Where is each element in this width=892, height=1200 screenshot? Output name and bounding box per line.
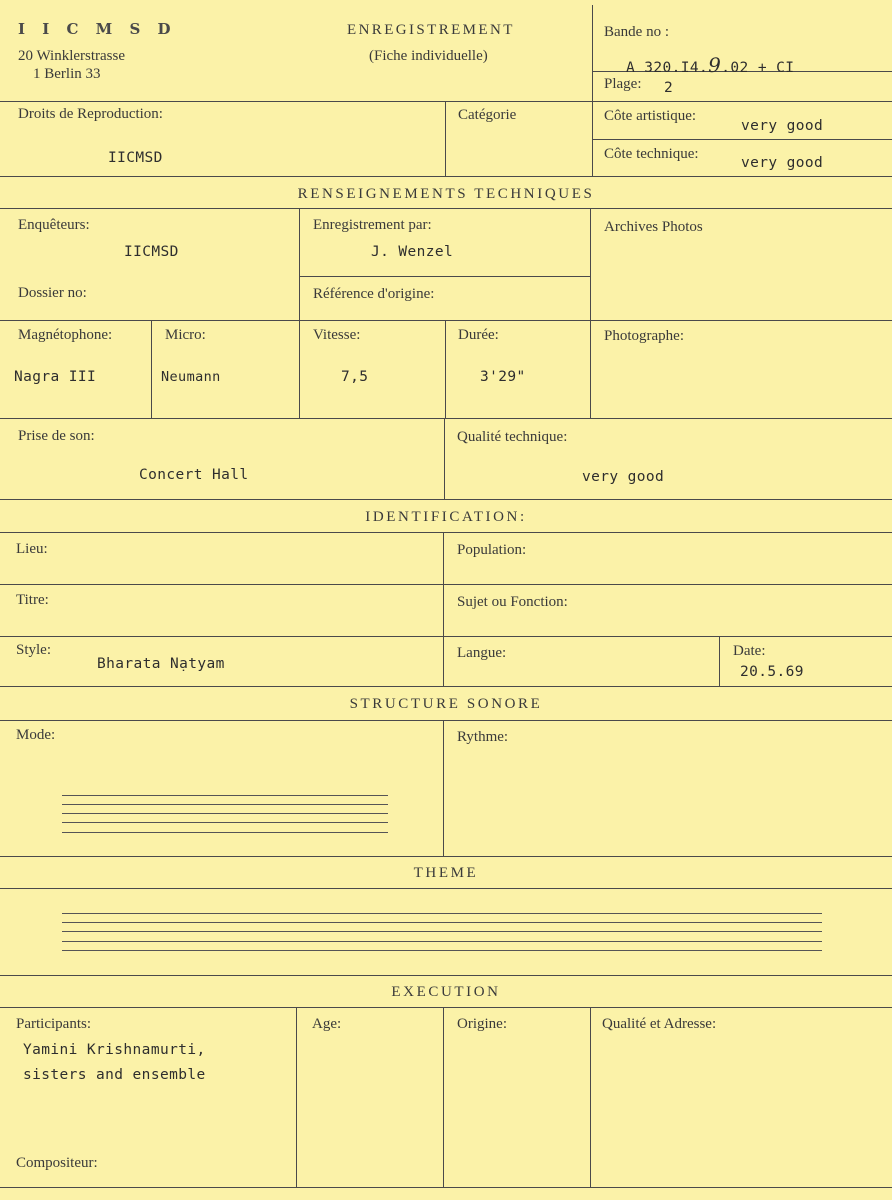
- divider: [719, 636, 720, 686]
- divider: [0, 636, 892, 637]
- photographe-label: Photographe:: [604, 328, 684, 344]
- divider: [0, 418, 892, 419]
- divider: [445, 320, 446, 418]
- cote-technique-label: Côte technique:: [604, 146, 699, 162]
- ruled-line: [62, 804, 388, 805]
- enqueteurs-label: Enquêteurs:: [18, 217, 90, 233]
- divider: [444, 418, 445, 499]
- cote-artistique-label: Côte artistique:: [604, 108, 697, 124]
- participants-line1: Yamini Krishnamurti,: [23, 1042, 206, 1058]
- bande-value: [626, 53, 794, 77]
- section-technical-title: RENSEIGNEMENTS TECHNIQUES: [297, 186, 595, 202]
- magnetophone-value: Nagra III: [14, 369, 97, 385]
- plage-value: 2: [664, 80, 674, 96]
- duree-value: 3'29": [480, 369, 526, 385]
- ruled-line: [62, 913, 822, 914]
- divider: [0, 975, 892, 976]
- divider: [0, 320, 892, 321]
- droits-value: IICMSD: [108, 150, 163, 166]
- section-structure-title: STRUCTURE SONORE: [349, 696, 543, 712]
- lieu-label: Lieu:: [16, 541, 48, 557]
- cote-artistique-value: very good: [741, 118, 824, 134]
- divider: [0, 532, 892, 533]
- section-identification-title: IDENTIFICATION:: [365, 509, 527, 525]
- duree-label: Durée:: [458, 327, 499, 343]
- divider: [443, 1007, 444, 1187]
- bande-suffix: .02 + CI: [721, 60, 795, 76]
- compositeur-label: Compositeur:: [16, 1155, 98, 1171]
- population-label: Population:: [457, 542, 527, 558]
- ruled-line: [62, 950, 822, 951]
- divider: [0, 888, 892, 889]
- qualite-technique-value: very good: [582, 469, 665, 485]
- divider: [445, 101, 446, 176]
- date-value: 20.5.69: [740, 664, 804, 680]
- vitesse-label: Vitesse:: [313, 327, 361, 343]
- divider: [0, 686, 892, 687]
- qualite-adresse-label: Qualité et Adresse:: [602, 1016, 717, 1032]
- ruled-line: [62, 822, 388, 823]
- divider: [0, 176, 892, 177]
- address-line1: 20 Winklerstrasse: [18, 48, 126, 64]
- ruled-line: [62, 941, 822, 942]
- divider: [0, 499, 892, 500]
- address-line2: 1 Berlin 33: [33, 66, 101, 82]
- style-value: Bharata Nạtyam: [97, 656, 225, 672]
- divider: [0, 584, 892, 585]
- ruled-line: [62, 813, 388, 814]
- prise-de-son-label: Prise de son:: [18, 428, 95, 444]
- divider: [0, 1187, 892, 1188]
- qualite-technique-label: Qualité technique:: [457, 429, 568, 445]
- magnetophone-label: Magnétophone:: [18, 327, 113, 343]
- divider: [299, 208, 300, 418]
- divider: [590, 208, 591, 418]
- section-execution-title: EXECUTION: [391, 984, 501, 1000]
- reference-label: Référence d'origine:: [313, 286, 435, 302]
- prise-de-son-value: Concert Hall: [139, 467, 249, 483]
- droits-label: Droits de Reproduction:: [18, 106, 163, 122]
- bande-label: Bande no :: [604, 24, 669, 40]
- style-label: Style:: [16, 642, 52, 658]
- enregistrement-par-label: Enregistrement par:: [313, 217, 432, 233]
- divider: [590, 1007, 591, 1187]
- ruled-line: [62, 931, 822, 932]
- plage-label: Plage:: [604, 76, 642, 92]
- ruled-line: [62, 795, 388, 796]
- divider: [443, 532, 444, 686]
- divider: [299, 276, 590, 277]
- micro-value: Neumann: [161, 369, 221, 385]
- date-label: Date:: [733, 643, 766, 659]
- ruled-line: [62, 832, 388, 833]
- enqueteurs-value: IICMSD: [124, 244, 179, 260]
- divider: [0, 101, 892, 102]
- micro-label: Micro:: [165, 327, 206, 343]
- divider: [592, 139, 892, 140]
- archives-photos-label: Archives Photos: [604, 219, 703, 235]
- categorie-label: Catégorie: [458, 107, 517, 123]
- cote-technique-value: very good: [741, 155, 824, 171]
- dossier-label: Dossier no:: [18, 285, 87, 301]
- divider: [0, 1007, 892, 1008]
- titre-label: Titre:: [16, 592, 49, 608]
- divider: [592, 5, 593, 176]
- participants-line2: sisters and ensemble: [23, 1067, 206, 1083]
- divider: [0, 856, 892, 857]
- divider: [443, 720, 444, 856]
- bande-prefix: A 320.I4.: [626, 60, 709, 76]
- sujet-label: Sujet ou Fonction:: [457, 594, 568, 610]
- participants-label: Participants:: [16, 1016, 91, 1032]
- age-label: Age:: [312, 1016, 342, 1032]
- enregistrement-par-value: J. Wenzel: [371, 244, 454, 260]
- organization-name: I I C M S D: [18, 20, 177, 38]
- divider: [296, 1007, 297, 1187]
- divider: [151, 320, 152, 418]
- rythme-label: Rythme:: [457, 729, 509, 745]
- ruled-line: [62, 922, 822, 923]
- divider: [0, 720, 892, 721]
- form-title: ENREGISTREMENT: [347, 22, 515, 38]
- bande-handwritten-digit: 9: [708, 53, 722, 77]
- vitesse-value: 7,5: [341, 369, 369, 385]
- mode-label: Mode:: [16, 727, 56, 743]
- origine-label: Origine:: [457, 1016, 507, 1032]
- form-subtitle: (Fiche individuelle): [369, 48, 488, 64]
- divider: [0, 208, 892, 209]
- langue-label: Langue:: [457, 645, 507, 661]
- section-theme-title: THEME: [413, 865, 479, 881]
